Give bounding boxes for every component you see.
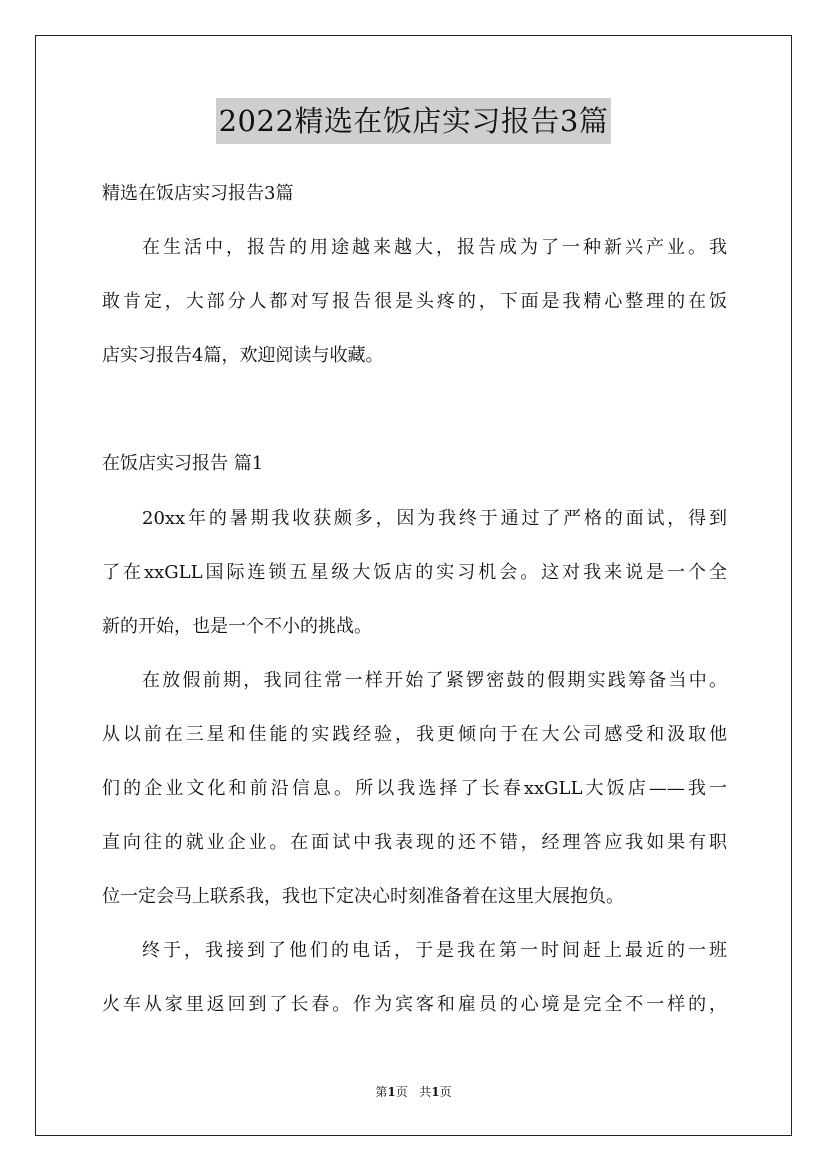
paragraph3-line-1: 终于，我接到了他们的电话，于是我在第一时间赶上最近的一班 <box>142 940 727 961</box>
section-heading: 在饭店实习报告 篇1 <box>102 453 264 474</box>
footer-total-prefix: 共 <box>419 1085 432 1099</box>
document-title: 2022精选在饭店实习报告3篇 <box>216 98 612 144</box>
footer-page-number: 1 <box>387 1085 396 1099</box>
paragraph2-line-3: 们的企业文化和前沿信息。所以我选择了长春xxGLL大饭店——我一 <box>102 778 727 799</box>
paragraph3-line-2: 火车从家里返回到了长春。作为宾客和雇员的心境是完全不一样的， <box>102 994 727 1015</box>
paragraph2-line-1: 在放假前期，我同往常一样开始了紧锣密鼓的假期实践筹备当中。 <box>142 670 727 691</box>
paragraph1-line-3: 新的开始，也是一个不小的挑战。 <box>102 616 372 637</box>
paragraph1-line-2: 了在xxGLL国际连锁五星级大饭店的实习机会。这对我来说是一个全 <box>102 562 727 583</box>
intro-line-3: 店实习报告4篇，欢迎阅读与收藏。 <box>102 345 384 366</box>
paragraph2-line-5: 位一定会马上联系我，我也下定决心时刻准备着在这里大展抱负。 <box>102 886 624 907</box>
intro-line-1: 在生活中，报告的用途越来越大，报告成为了一种新兴产业。我 <box>142 237 727 258</box>
paragraph1-line-1: 20xx年的暑期我收获颇多，因为我终于通过了严格的面试，得到 <box>142 508 727 529</box>
intro-line-2: 敢肯定，大部分人都对写报告很是头疼的，下面是我精心整理的在饭 <box>102 291 727 312</box>
footer-page-prefix: 第 <box>375 1085 388 1099</box>
page-footer <box>0 1084 827 1100</box>
paragraph2-line-4: 直向往的就业企业。在面试中我表现的还不错，经理答应我如果有职 <box>102 832 727 853</box>
title-container <box>0 98 827 144</box>
paragraph2-line-2: 从以前在三星和佳能的实践经验，我更倾向于在大公司感受和汲取他 <box>102 724 727 745</box>
footer-total-suffix: 页 <box>439 1085 452 1099</box>
document-subtitle: 精选在饭店实习报告3篇 <box>102 183 294 204</box>
footer-total-number: 1 <box>431 1085 440 1099</box>
footer-page-mid: 页 <box>395 1085 408 1099</box>
